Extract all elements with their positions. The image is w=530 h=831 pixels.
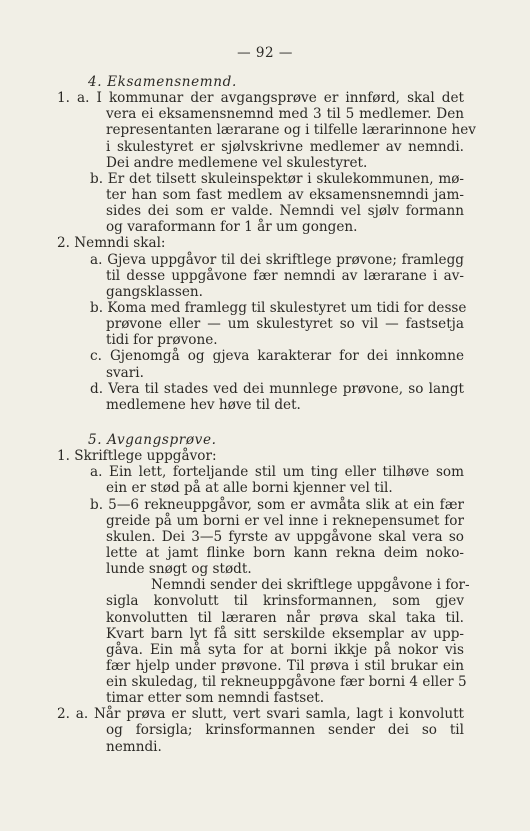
text-line: vera ei eksamensnemnd med 3 til 5 medlemer. Den	[106, 106, 464, 123]
text-line: lunde snøgt og stødt.	[106, 561, 252, 578]
text-line: c. Gjenomgå og gjeva karakterar for dei innkomne	[90, 348, 464, 365]
text-line: prøvone eller — um skulestyret so vil — fastsetja	[106, 316, 464, 333]
text-line: skulen. Dei 3—5 fyrste av uppgåvone skal vera so	[106, 528, 464, 545]
text-line: ein er stød på at alle borni kjenner vel til.	[106, 480, 393, 497]
page-number: — 92 —	[237, 45, 293, 61]
text-line: i skulestyret er sjølvskrivne medlemer av nemndi.	[106, 138, 464, 155]
text-line: sigla konvolutt til krinsformannen, som gjev	[106, 593, 464, 610]
text-line: d. Vera til stades ved dei munnlege prøvone, so langt	[90, 380, 464, 397]
text-line: lette at jamt flinke born kann rekna deim noko-	[106, 544, 464, 561]
text-line: Kvart barn lyt få sitt serskilde eksemplar av upp-	[106, 625, 464, 642]
text-line: gangsklassen.	[106, 283, 204, 300]
text-line: Nemndi sender dei skriftlege uppgåvone i for-	[151, 577, 470, 594]
text-line: timar etter som nemndi fastset.	[106, 690, 325, 707]
text-line: greide på um borni er vel inne i reknepensumet for	[106, 512, 464, 529]
text-line: 1. a. I kommunar der avgangsprøve er innførd, skal det	[57, 90, 464, 107]
text-line: gåva. Ein må syta for at borni ikkje på nokor vis	[106, 641, 464, 658]
text-line: tidi for prøvone.	[106, 332, 218, 349]
text-line: ein skuledag, til rekneuppgåvone fær borni 4 eller 5	[106, 674, 467, 691]
text-line: 1. Skriftlege uppgåvor:	[57, 448, 217, 465]
text-line: b. Koma med framlegg til skulestyret um tidi for desse	[90, 299, 467, 316]
section-heading-eksamensnemnd: 4. Eksamensnemnd.	[88, 74, 237, 90]
text-line: konvolutten til læraren når prøva skal taka til.	[106, 609, 464, 626]
text-line: ter han som fast medlem av eksamensnemndi jam-	[106, 186, 464, 203]
text-line: nemndi.	[106, 738, 162, 755]
text-line: fær hjelp under prøvone. Til prøva i stil brukar ein	[106, 657, 464, 674]
section-heading-avgangsprove: 5. Avgangsprøve.	[88, 431, 217, 448]
text-line: sides dei som er valde. Nemndi vel sjølv formann	[106, 203, 464, 220]
text-line: og varaformann for 1 år um gongen.	[106, 219, 358, 236]
text-line: svari.	[106, 364, 144, 381]
text-line: og forsigla; krinsformannen sender dei so til	[106, 722, 464, 739]
page-body	[57, 74, 476, 755]
text-line: a. Ein lett, forteljande stil um ting eller tilhøve som	[90, 464, 464, 481]
text-line: 2. a. Når prøva er slutt, vert svari samla, lagt i konvolutt	[57, 706, 464, 723]
text-line: b. Er det tilsett skuleinspektør i skulekommunen, mø-	[90, 170, 464, 187]
text-line: representanten lærarane og i tilfelle lærarinnone hev	[106, 122, 476, 139]
text-line: til desse uppgåvone fær nemndi av lærarane i av-	[106, 267, 464, 284]
text-line: medlemene hev høve til det.	[106, 396, 301, 413]
text-line: 2. Nemndi skal:	[57, 235, 166, 252]
text-line: Dei andre medlemene vel skulestyret.	[106, 154, 368, 171]
text-line: b. 5—6 rekneuppgåvor, som er avmåta slik at ein fær	[90, 496, 464, 513]
text-line: a. Gjeva uppgåvor til dei skriftlege prøvone; framlegg	[90, 251, 464, 268]
